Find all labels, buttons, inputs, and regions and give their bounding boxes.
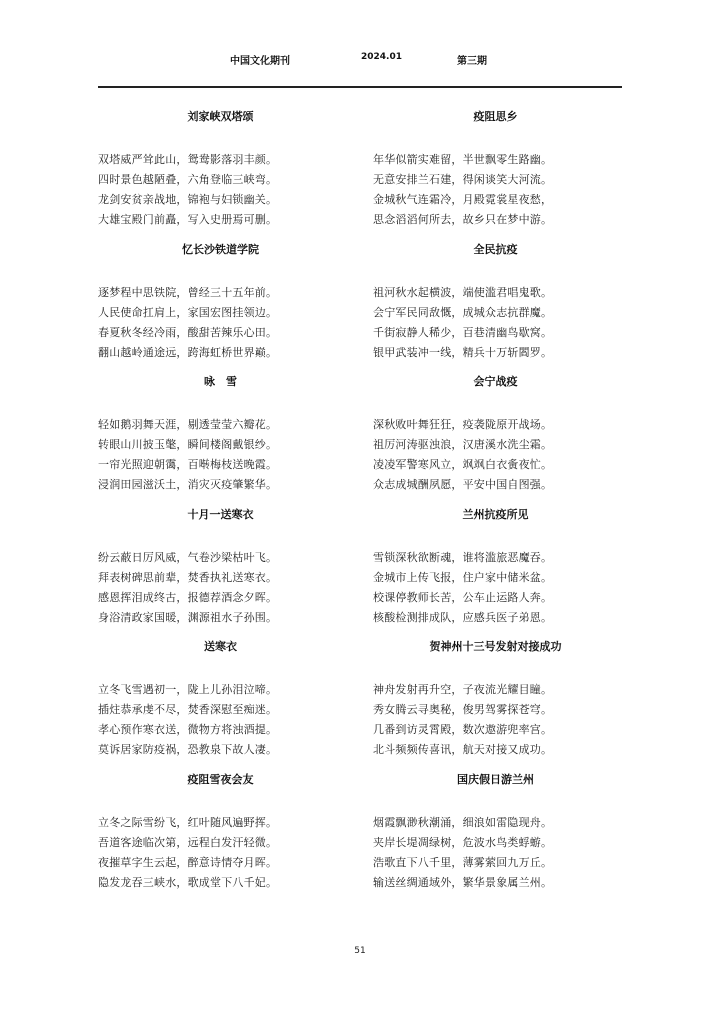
poem-line: 银甲武装冲一线，精兵十万斩閻罗。 (373, 345, 553, 359)
poem (373, 773, 618, 906)
poem-line: 翻山越岭通途远，跨海虹桥世界巅。 (98, 345, 278, 359)
poem-line: 深秋败叶舞狂狂，疫袭陇原开战场。 (373, 418, 553, 432)
poem-line: 吾道客途临次第，远程白发汗轻微。 (98, 835, 278, 849)
issue-number: 第三期 (457, 56, 487, 67)
poem-line: 金城市上传飞报，住户家中储米盆。 (373, 570, 553, 584)
poem-line: 年华似箭实难留，半世飘零生路幽。 (373, 153, 553, 166)
poem-title: 全民抗疫 (473, 242, 518, 256)
poem-line: 莫诉居家防疫祸，恐教泉下故人凄。 (98, 743, 278, 757)
poem-line: 夹岸长堤凋绿树，危波水鸟类蜉蝣。 (373, 835, 553, 849)
poem-line: 核酸检测排成队，应感兵医子弟恩。 (373, 610, 553, 624)
poem-line: 插炷恭承虔不尽，焚香深慰至痴迷。 (98, 703, 278, 717)
left-column (98, 110, 343, 906)
poem-line: 思念滔滔何所去，故乡只在梦中游。 (373, 213, 553, 226)
page-number: 51 (354, 946, 366, 956)
poem-line: 人民使命扛肩上，家国宏图挂领边。 (98, 305, 278, 319)
poem-title: 十月一送寒衣 (187, 507, 254, 521)
poem-line: 雪锁深秋欲断魂，谁将滥旅恶魔吞。 (373, 550, 553, 564)
poem-title: 国庆假日游兰州 (457, 772, 534, 786)
poem (373, 243, 618, 376)
page-header (0, 52, 720, 70)
poem-line: 金城秋气连霜冷，月殿霓裳星夜愁， (373, 193, 553, 206)
poem-line: 双塔威严耸此山，鸳鸯影落羽丰颜。 (98, 153, 278, 166)
poem-line: 立冬之际雪纷飞，红叶随风遍野挥。 (98, 815, 278, 829)
poem-line: 浸润田园滋沃土，消灾灭疫肇繁华。 (98, 478, 278, 492)
poem-line: 几番到访灵霄殿，数次遨游兜率宫。 (373, 723, 553, 737)
poem-line: 千街寂静人稀少，百巷清幽鸟歇窝。 (373, 325, 553, 339)
poem-line: 轻如鹅羽舞天涯，剔透莹莹六瓣花。 (98, 418, 278, 432)
poem-title: 贺神州十三号发射对接成功 (429, 640, 562, 654)
poem-line: 北斗频频传喜讯，航天对接又成功。 (373, 743, 553, 757)
poem-line: 大雄宝殿门前矗，写入史册焉可删。 (98, 213, 278, 226)
poem-title: 忆长沙铁道学院 (182, 242, 259, 256)
poem-line: 夜摧草字生云起，醉意诗情夺月晖。 (98, 855, 278, 869)
poem (98, 375, 343, 508)
poem-title: 送寒衣 (204, 640, 237, 654)
poem-line: 隐发龙吞三峡水，歌成堂下八千妃。 (98, 875, 278, 889)
poem-line: 感恩挥泪成终古，报德荐酒念夕晖。 (98, 590, 278, 604)
poem-line: 会宁军民同敌慨，成城众志抗群魔。 (373, 305, 553, 319)
poem-line: 龙剑安贫亲战地，锦袍与妇锁幽关。 (98, 193, 278, 206)
poem-line: 神舟发射再升空，子夜流光耀目瞳。 (373, 683, 553, 697)
poem-line: 祖厉河涛驱浊浪，汉唐溪水洗尘霜。 (373, 438, 553, 452)
journal-name: 中国文化期刊 (230, 56, 290, 67)
poem-line: 转眼山川披玉氅，瞬间楼阁戴银纱。 (98, 438, 278, 452)
poem-line: 孝心预作寒衣送，微物方将浊酒提。 (98, 723, 278, 737)
issue-date: 2024.01 (361, 52, 402, 62)
poem-title: 疫阻思乡 (473, 110, 518, 123)
poem-line: 浩歌直下八千里，薄雾萦回九万丘。 (373, 855, 553, 869)
poem (373, 375, 618, 508)
poem (373, 508, 618, 641)
poem-line: 校课停教师长苦，公车止运路人奔。 (373, 590, 553, 604)
header-divider (98, 86, 622, 88)
poem (98, 110, 343, 243)
poem-line: 身浴清政家国暖，渊源祖水子孙围。 (98, 610, 278, 624)
right-column (373, 110, 618, 906)
poem-line: 秀女腾云寻奥秘，俊男驾雾探苍穹。 (373, 703, 553, 717)
poem-line: 无意安排兰石建，得闲谈笑大河流。 (373, 173, 553, 186)
poem (98, 640, 343, 773)
poem-line: 一帘光照迎朝霭，百啭梅枝送晚霞。 (98, 458, 278, 472)
poem-title: 兰州抗疫所见 (462, 507, 529, 521)
poem (98, 773, 343, 906)
poem-line: 祖河秋水起横波，端使滥君唱鬼歌。 (373, 285, 553, 299)
poem-title: 会宁战疫 (473, 375, 518, 389)
poem (98, 243, 343, 376)
poem-line: 纷云蔽日厉风威，气卷沙梁枯叶飞。 (98, 550, 278, 564)
poem-line: 众志成城酬夙愿，平安中国自图强。 (373, 478, 553, 492)
poem-line: 逐梦程中思铁院，曾经三十五年前。 (98, 285, 278, 299)
poem-line: 输送丝绸通域外，繁华景象属兰州。 (373, 875, 553, 889)
poem-title: 刘家峡双塔颂 (187, 110, 254, 123)
poem-line: 立冬飞雪遇初一，陇上儿孙泪泣啼。 (98, 683, 278, 697)
poem-title: 疫阻雪夜会友 (187, 772, 254, 786)
poem-line: 凌凌军警寒风立，飒飒白衣夤夜忙。 (373, 458, 553, 472)
poem (373, 110, 618, 243)
poem-line: 烟霞飘渺秋潮涌，细浪如雷隐现舟。 (373, 815, 553, 829)
poem (373, 640, 618, 773)
poem-line: 拜表树碑思前辈，焚香执礼送寒衣。 (98, 570, 278, 584)
poem-line: 春夏秋冬经冷雨，酸甜苦辣乐心田。 (98, 325, 278, 339)
poem (98, 508, 343, 641)
poem-line: 四时景色越陋叠，六角登临三峡弯。 (98, 173, 278, 186)
poem-title: 咏 雪 (204, 375, 237, 389)
